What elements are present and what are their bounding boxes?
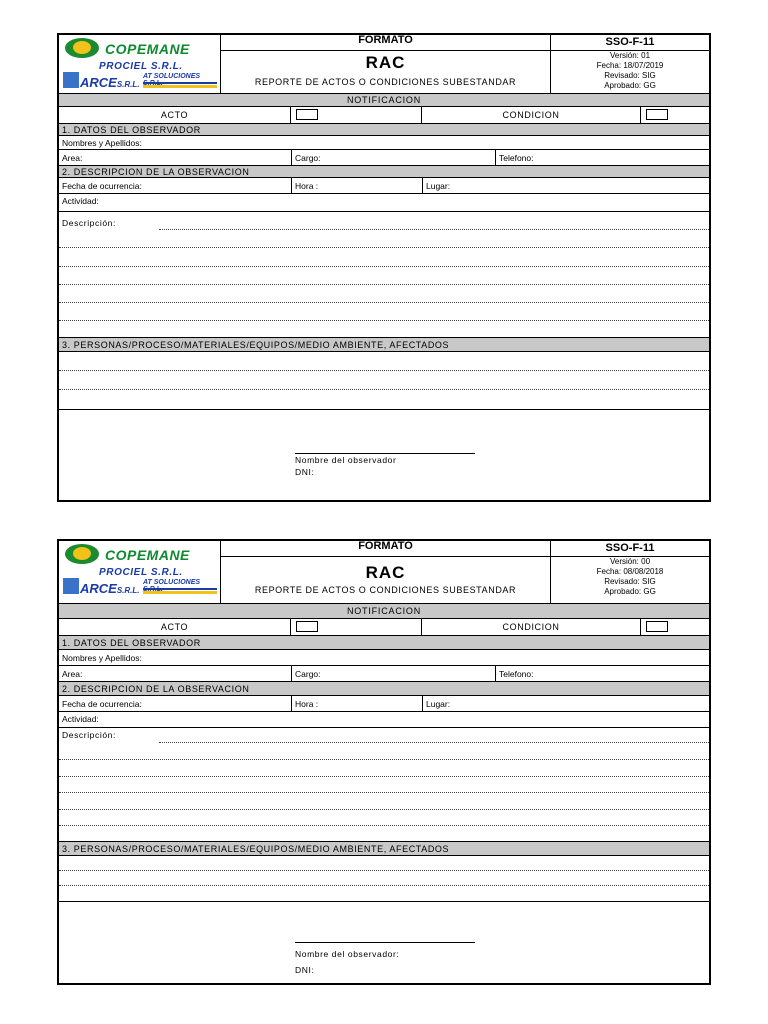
dni-label: DNI: (295, 467, 315, 477)
descripcion-label: Descripción: (62, 218, 116, 228)
document-control-block (551, 35, 709, 93)
nombre-observador-label: Nombre del observador (295, 455, 397, 465)
acto-checkbox[interactable] (296, 621, 318, 632)
dotted-line (59, 870, 709, 871)
dni-label: DNI: (295, 965, 315, 975)
copemane-logo-text: COPEMANE (105, 547, 190, 563)
dotted-line (59, 776, 709, 777)
signature-line (295, 453, 475, 454)
fecha-hora-lugar-row (59, 696, 709, 712)
area-field[interactable]: Area: (59, 150, 292, 165)
dotted-line (59, 247, 709, 248)
area-cargo-telefono-row (59, 150, 709, 166)
condicion-label: CONDICION (422, 619, 641, 635)
dotted-line (59, 284, 709, 285)
document-control-block (551, 541, 709, 603)
document-code: SSO-F-11 (551, 35, 709, 51)
dotted-line (59, 389, 709, 390)
condicion-checkbox-cell (641, 107, 709, 123)
condicion-label: CONDICION (422, 107, 641, 123)
document-code: SSO-F-11 (551, 541, 709, 557)
condicion-checkbox[interactable] (646, 621, 668, 632)
nombres-field[interactable]: Nombres y Apellidos: (59, 136, 709, 150)
descripcion-area[interactable] (59, 728, 709, 842)
arce-logo-text: ARCES.R.L. (80, 581, 140, 596)
version-text: Versión: 01 (609, 51, 651, 60)
nombres-field[interactable]: Nombres y Apellidos: (59, 650, 709, 666)
firma-area (59, 902, 709, 978)
cargo-field[interactable]: Cargo: (292, 666, 496, 681)
hora-field[interactable]: Hora : (292, 178, 423, 193)
version-text: Versión: 00 (609, 557, 651, 566)
acto-label: ACTO (59, 619, 291, 635)
arce-logo-icon (63, 578, 79, 594)
hora-field[interactable]: Hora : (292, 696, 423, 711)
formato-label: FORMATO (221, 541, 550, 557)
acto-label: ACTO (59, 107, 291, 123)
acto-checkbox[interactable] (296, 109, 318, 120)
telefono-field[interactable]: Telefono: (499, 669, 534, 679)
notificacion-header: NOTIFICACION (59, 604, 709, 619)
fecha-hora-lugar-row (59, 178, 709, 194)
copemane-logo-icon (65, 544, 99, 564)
aprobado-text: Aprobado: GG (604, 587, 656, 596)
dotted-line (159, 229, 709, 230)
logo-stripe (143, 85, 217, 88)
form-title-block (221, 35, 551, 93)
form-header (59, 541, 709, 604)
section-2-header: 2. DESCRIPCION DE LA OBSERVACION (59, 682, 709, 696)
revisado-text: Revisado: SIG (604, 71, 656, 80)
fecha-text: Fecha: 08/08/2018 (596, 567, 664, 576)
dotted-line (59, 809, 709, 810)
afectados-area[interactable] (59, 352, 709, 410)
acto-condicion-row (59, 107, 709, 124)
descripcion-area[interactable] (59, 212, 709, 338)
dotted-line (159, 742, 709, 743)
fecha-ocurrencia-field[interactable]: Fecha de ocurrencia: (59, 696, 292, 711)
arce-logo-text: ARCES.R.L. (80, 75, 140, 90)
lugar-field[interactable]: Lugar: (426, 699, 451, 709)
actividad-field[interactable]: Actividad: (59, 194, 709, 212)
company-logos (59, 35, 221, 93)
at-soluciones-logo-text: AT SOLUCIONES (143, 579, 201, 586)
area-field[interactable]: Area: (59, 666, 292, 681)
copemane-logo-text: COPEMANE (105, 41, 190, 57)
afectados-area[interactable] (59, 856, 709, 902)
dotted-line (59, 370, 709, 371)
acto-checkbox-cell (291, 107, 422, 123)
form-title-block (221, 541, 551, 603)
dotted-line (59, 266, 709, 267)
dotted-line (59, 302, 709, 303)
condicion-checkbox[interactable] (646, 109, 668, 120)
form-title: RAC (365, 563, 406, 582)
nombre-observador-label: Nombre del observador: (295, 949, 400, 959)
actividad-field[interactable]: Actividad: (59, 712, 709, 728)
fecha-ocurrencia-field[interactable]: Fecha de ocurrencia: (59, 178, 292, 193)
form-title: RAC (365, 53, 406, 72)
formato-label: FORMATO (221, 35, 550, 51)
condicion-checkbox-cell (641, 619, 709, 635)
section-1-header: 1. DATOS DEL OBSERVADOR (59, 636, 709, 650)
dotted-line (59, 825, 709, 826)
dotted-line (59, 792, 709, 793)
section-1-header: 1. DATOS DEL OBSERVADOR (59, 124, 709, 136)
form-header (59, 35, 709, 94)
section-3-header: 3. PERSONAS/PROCESO/MATERIALES/EQUIPOS/MEDIO AMBIENTE, AFECTADOS (59, 338, 709, 352)
dotted-line (59, 759, 709, 760)
prociel-logo-text: PROCIEL S.R.L. (99, 61, 183, 72)
signature-line (295, 942, 475, 943)
arce-logo-icon (63, 72, 79, 88)
form-subtitle: REPORTE DE ACTOS O CONDICIONES SUBESTANDAR (254, 585, 517, 595)
cargo-field[interactable]: Cargo: (292, 150, 496, 165)
area-cargo-telefono-row (59, 666, 709, 682)
dotted-line (59, 320, 709, 321)
rac-form-2 (57, 539, 711, 985)
aprobado-text: Aprobado: GG (604, 81, 656, 90)
dotted-line (59, 885, 709, 886)
acto-checkbox-cell (291, 619, 422, 635)
logo-stripe (143, 82, 217, 84)
section-3-header: 3. PERSONAS/PROCESO/MATERIALES/EQUIPOS/MEDIO AMBIENTE, AFECTADOS (59, 842, 709, 856)
notificacion-header: NOTIFICACION (59, 94, 709, 107)
telefono-field[interactable]: Telefono: (499, 153, 534, 163)
copemane-logo-icon (65, 38, 99, 58)
firma-area (59, 410, 709, 496)
acto-condicion-row (59, 619, 709, 636)
company-logos (59, 541, 221, 603)
logo-stripe (143, 588, 217, 590)
lugar-field[interactable]: Lugar: (426, 181, 451, 191)
revisado-text: Revisado: SIG (604, 577, 656, 586)
at-soluciones-logo-text: AT SOLUCIONES (143, 73, 201, 80)
descripcion-label: Descripción: (62, 730, 116, 740)
rac-form-1 (57, 33, 711, 502)
prociel-logo-text: PROCIEL S.R.L. (99, 567, 183, 578)
logo-stripe (143, 591, 217, 594)
fecha-text: Fecha: 18/07/2019 (596, 61, 664, 70)
form-subtitle: REPORTE DE ACTOS O CONDICIONES SUBESTANDAR (254, 77, 517, 87)
section-2-header: 2. DESCRIPCION DE LA OBSERVACION (59, 166, 709, 178)
